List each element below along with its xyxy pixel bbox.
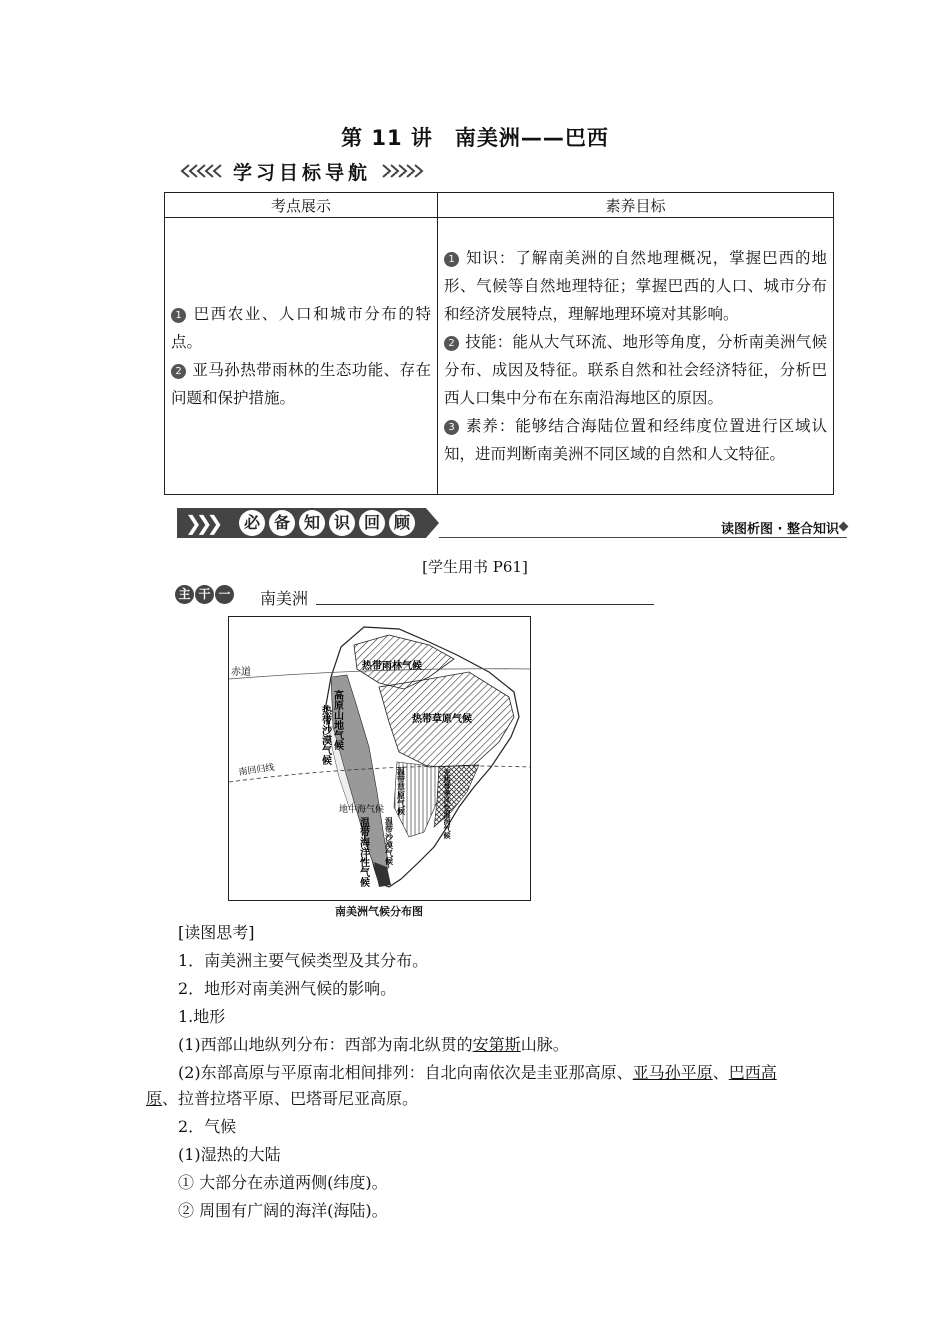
section-banner-goals [175,158,429,184]
think-heading: [读图思考] [178,923,255,942]
map-label-tropic: 南回归线 [238,763,276,778]
banner-char: 识 [329,510,355,536]
map-label-subtropical: 亚热带季风性湿润气候 [443,769,451,839]
map-label-highland: 高原山地气候 [331,690,343,750]
paragraph-east-plateaus-cont: 原、拉普拉塔平原、巴塔哥尼亚高原。 [146,1089,419,1108]
map-label-desert: 热带沙漠气候 [319,705,331,765]
exam-points-cell [165,218,438,495]
number-badge-icon: 1 [171,308,186,323]
diamond-icon [839,522,849,532]
table-header-literacy-goals: 素养目标 [438,193,834,218]
paragraph-hot-humid: (1)湿热的大陆 [178,1145,281,1164]
exam-point-item: 1 巴西农业、人口和城市分布的特点。 [171,305,431,351]
map-label-savanna: 热带草原气候 [412,714,472,725]
topic-name: 南美洲 [260,589,309,608]
number-badge-icon: 3 [444,420,459,435]
page-title: 第 11 讲 南美洲——巴西 [341,126,609,150]
banner-right-label: 读图析图 · 整合知识 [721,522,839,537]
chevrons-right-icon [379,163,429,179]
map-label-equator: 赤道 [231,667,251,678]
climate-map [228,616,531,901]
book-reference: [学生用书 P61] [422,558,528,576]
goal-item: 3 素养：能够结合海陆位置和经纬度位置进行区域认知，进而判断南美洲不同区域的自然和人文特征。 [444,417,827,463]
literacy-goals-cell [438,218,834,495]
heading-climate: 2．气候 [178,1117,237,1136]
goal-item: 1 知识：了解南美洲的自然地理概况，掌握巴西的地形、气候等自然地理特征；掌握巴西的人口、城市分布和经济发展特点，理解地理环境对其影响。 [444,249,827,323]
number-badge-icon: 2 [171,364,186,379]
banner-char: 回 [359,510,385,536]
banner-char: 必 [239,510,265,536]
paragraph-ocean: ② 周围有广阔的海洋(海陆)。 [178,1201,388,1220]
table-header-exam-points: 考点展示 [165,193,438,218]
heading-terrain: 1.地形 [178,1007,226,1026]
map-label-temperate-marine: 温带海洋性气候 [357,817,369,887]
question-2: 2．地形对南美洲气候的影响。 [178,979,397,998]
chevrons-left-icon [175,163,225,179]
south-america-map-figure [229,617,530,900]
exam-point-item: 2 亚马孙热带雨林的生态功能、存在问题和保护措施。 [171,361,431,407]
goals-table [164,192,834,495]
paragraph-east-plateaus: (2)东部高原与平原南北相间排列：自北向南依次是圭亚那高原、亚马孙平原、巴西高 [178,1063,777,1082]
map-label-mediterranean: 地中海气候 [339,805,385,815]
map-caption: 南美洲气候分布图 [335,905,423,918]
map-label-temperate-desert: 温带沙漠气候 [384,817,394,865]
section-banner-goals-text: 学习目标导航 [233,161,372,184]
banner-char: 备 [269,510,295,536]
number-badge-icon: 2 [444,336,459,351]
section-banner-knowledge [177,508,847,538]
map-label-rainforest: 热带雨林气候 [362,661,422,672]
goal-item: 2 技能：能从大气环流、地形等角度，分析南美洲气候分布、成因及特征。联系自然和社会经济特征，分析巴西人口集中分布在东南沿海地区的原因。 [444,333,827,407]
chevrons-icon: ❯❯❯ [185,511,218,535]
number-badge-icon: 1 [444,252,459,267]
topic-badge: 主 干 一 [175,585,235,604]
map-label-temperate-grassland: 温带草原气候 [396,767,406,815]
paragraph-latitude: ① 大部分在赤道两侧(纬度)。 [178,1173,388,1192]
banner-char: 顾 [389,510,415,536]
paragraph-west-mountains: (1)西部山地纵列分布：西部为南北纵贯的安第斯山脉。 [178,1035,569,1054]
topic-fill-line [316,604,654,605]
banner-char: 知 [299,510,325,536]
question-1: 1．南美洲主要气候类型及其分布。 [178,951,429,970]
